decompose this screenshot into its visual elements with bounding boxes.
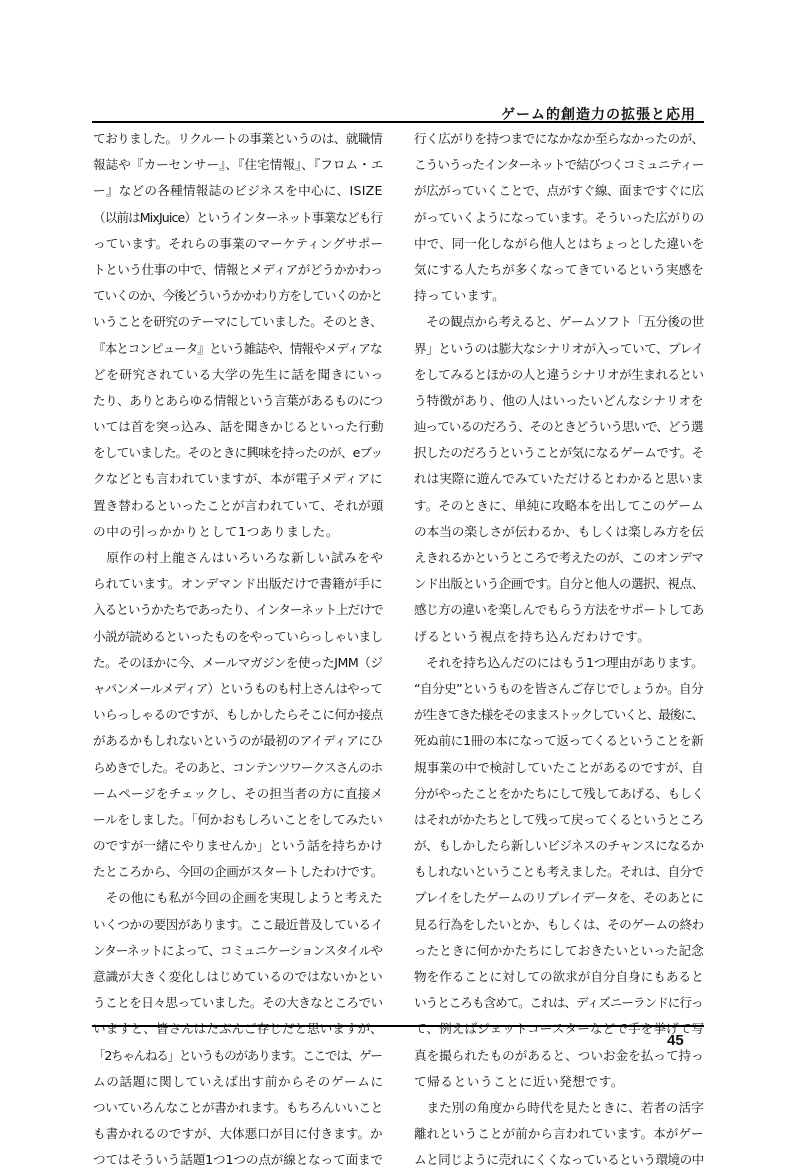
text-line: ャパンメールメディア）というものも村上さんはやって [93,680,382,696]
text-line: のですが一緒にやりませんか」という話を持ちかけ [93,838,383,854]
text-line: ムと同じように売れにくくなっているという環境の中 [414,1152,704,1168]
footer-rule [92,1025,704,1027]
text-line: ついていろんなことが書かれます。もちろんいいこと [93,1099,383,1115]
text-line: 離れということが前から言われています。本がゲー [414,1126,704,1142]
text-line: 分がやったことをかたちにして残してあげる、もしく [414,785,704,801]
text-line: す。そのときに、単純に攻略本を出してこのゲーム [414,497,704,513]
text-line: いうところも含めて。これは、ディズニーランドに行っ [414,995,703,1011]
text-line: ていくのか、今後どういうかかわり方をしていくのかと [93,288,382,304]
text-line: が、もしかしたら新しいビジネスのチャンスになるか [414,838,704,854]
text-line: をしてみるとほかの人と違うシナリオが生まれるとい [414,366,704,382]
text-line: た。そのほかに今、メールマガジンを使ったJMM（ジ [93,654,383,670]
text-line: らめきでした。そのあと、コンテンツワークスさんのホ [93,759,383,775]
text-line: こういうったインターネットで結びつくコミュニティー [414,157,704,173]
text-line: ったときに何かかたちにしておきたいといった記念 [414,942,704,958]
text-line: いくつかの要因があります。ここ最近普及しているイ [93,916,383,932]
text-line: うことを日々思っていました。その大きなところでい [93,995,383,1011]
text-line: クなどとも言われていますが、本が電子メディアに [93,471,383,487]
text-line: 択したのだろうということが気になるゲームです。そ [414,445,704,461]
text-line: て、例えばジェットコースターなどで手を挙げて写 [414,1021,705,1037]
text-line: 物を作ることに対しての欲求が自分自身にもあると [414,969,704,984]
right-text-column [414,126,704,1174]
text-line: 死ぬ前に1冊の本になって返ってくるということを新 [414,733,704,749]
text-line: いますと、皆さんはたぶんご存じだと思いますが、 [93,1021,383,1037]
text-line: 規事業の中で検討していたことがあるのですが、自 [414,759,704,775]
text-line: う特徴があり、他の人はいったいどんなシナリオを [414,392,704,408]
text-line: があるかもしれないというのが最初のアイディアにひ [93,733,383,749]
text-line: つてはそういう話題1つ1つの点が線となって面まで [93,1152,383,1168]
text-line: 中で、同一化しながら他人とはちょっとした違いを [414,235,705,251]
text-line: 『本とコンピュータ』という雑誌や、情報やメディアな [93,340,382,356]
text-line: その他にも私が今回の企画を実現しようと考えた [93,890,383,906]
text-line: ておりました。リクルートの事業というのは、就職情 [93,131,383,146]
text-line: たところから、今回の企画がスタートしたわけです。 [93,864,383,880]
text-line: えきれるかというところで考えたのが、このオンデマ [414,550,704,565]
text-line: 辿っているのだろう、そのときどういう思いで、どう選 [414,419,703,435]
text-line: 「2ちゃんねる」というものがあります。ここでは、ゲー [93,1047,382,1063]
text-line: ムの話題に関していえば出す前からそのゲームに [93,1073,384,1089]
text-line: プレイをしたゲームのリプレイデータを、そのあとに [414,890,704,906]
text-line: の本当の楽しさが伝わるか、もしくは楽しみ方を伝 [414,523,704,539]
text-line: 原作の村上龍さんはいろいろな新しい試みをや [93,550,384,565]
text-line: いらっしゃるのですが、もしかしたらそこに何か接点 [93,707,383,723]
text-line: どを研究されている大学の先生に話を聞きにいっ [93,366,384,382]
text-line: たり、ありとあらゆる情報という言葉があるものにつ [93,392,383,408]
text-line: ンターネットによって、コミュニケーションスタイルや [93,942,383,958]
header-rule [92,121,704,123]
text-line: ームページをチェックし、その担当者の方に直接メ [93,785,384,801]
text-line: 置き替わるといったことが言われていて、それが頭 [93,497,384,513]
text-line: れは実際に遊んでみていただけるとわかると思いま [414,471,704,487]
text-line: がっていくようになっています。そういった広がりの [414,209,704,225]
text-line: 入るというかたちであったり、インターネット上だけで [93,602,383,618]
page-number: 45 [667,1032,684,1049]
text-line: て帰るということに近い発想です。 [414,1073,625,1089]
text-line: 見る行為をしたいとか、もしくは、そのゲームの終わ [414,916,704,932]
text-line: “自分史”というものを皆さんご存じでしょうか。自分 [414,680,704,696]
text-line: また別の角度から時代を見たときに、若者の活字 [414,1099,704,1115]
text-line: もしれないということも考えました。それは、自分で [414,864,704,880]
text-line: げるという視点を持ち込んだわけです。 [414,628,651,644]
text-line: 真を撮られたものがあると、ついお金を払って持っ [414,1047,704,1063]
text-line: 気にする人たちが多くなってきているという実感を [414,261,704,277]
text-line: いうことを研究のテーマにしていました。そのとき、 [93,314,383,330]
text-line: ールをしました。「何かおもしろいことをしてみたい [93,811,383,827]
text-line: られています。オンデマンド出版だけで書籍が手に [93,576,383,592]
text-line: いては首を突っ込み、話を聞きかじるといった行動 [93,419,384,435]
text-line: が広がっていくことで、点がすぐ線、面まですぐに広 [414,183,704,199]
text-line: をしていました。そのときに興味を持ったのが、eブッ [93,445,383,461]
text-line: 持っています。 [414,288,506,304]
text-line: が生きてきた様をそのままストックしていくと、最後に、 [414,707,703,723]
text-line: それを持ち込んだのにはもう1つ理由があります。 [414,654,704,670]
text-line: 感じ方の違いを楽しんでもらう方法をサポートしてあ [414,602,704,618]
text-line: （以前はMixJuice）というインターネット事業なども行 [93,209,383,225]
text-line: ンド出版という企画です。自分と他人の選択、視点、 [414,576,704,592]
running-header-title: ゲーム的創造力の拡張と応用 [501,107,696,123]
text-line: はそれがかたちとして残って戻ってくるというところ [414,811,704,827]
text-line: ー』などの各種情報誌のビジネスを中心に、ISIZE [93,183,383,199]
text-line: も書かれるのですが、大体悪口が目に付きます。か [93,1126,383,1142]
left-text-column [93,126,383,1174]
text-line: トという仕事の中で、情報とメディアがどうかかわっ [93,261,383,277]
text-line: その観点から考えると、ゲームソフト「五分後の世 [414,314,704,330]
text-line: の中の引っかかりとして1つありました。 [93,523,340,539]
text-line: 意識が大きく変化しはじめているのではないかとい [93,969,383,984]
text-line: 界」というのは膨大なシナリオが入っていて、プレイ [414,340,704,356]
text-line: っています。それらの事業のマーケティングサポー [93,235,384,251]
text-line: 小説が読めるといったものをやっていらっしゃいまし [93,628,383,644]
text-line: 報誌や『カーセンサー』、『住宅情報』、『フロム・エ [93,157,384,173]
text-line: 行く広がりを持つまでになかなか至らなかったのが、 [414,131,704,146]
